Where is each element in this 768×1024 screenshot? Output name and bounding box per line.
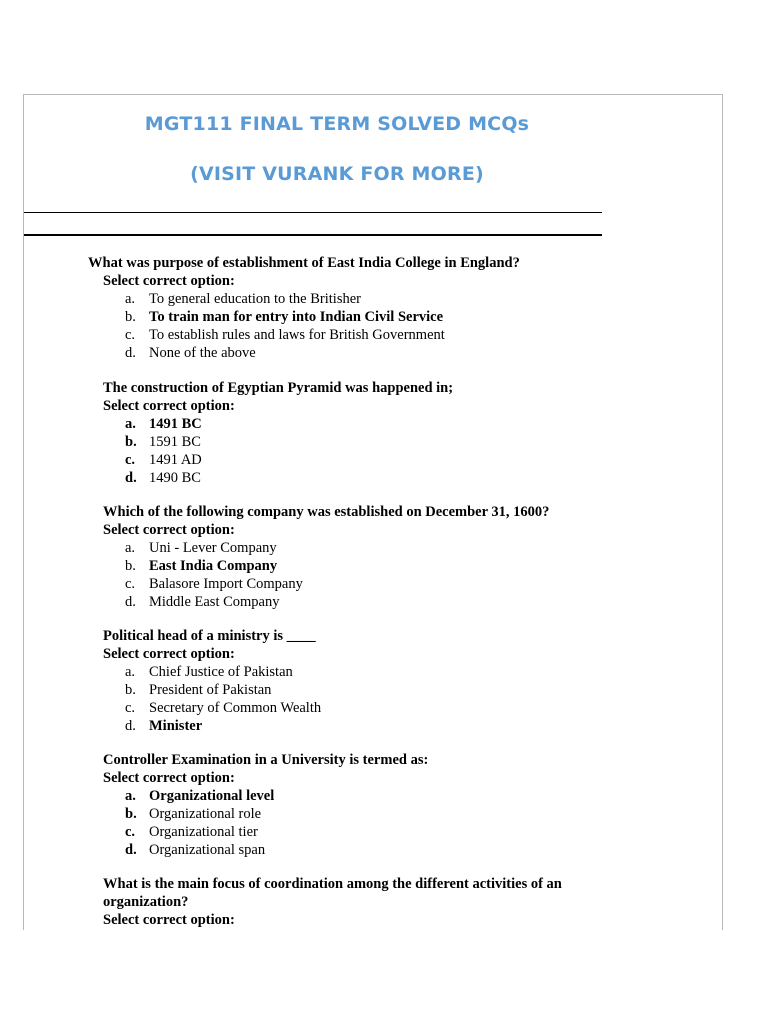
option-list bbox=[103, 663, 583, 735]
option-text: Minister bbox=[149, 718, 203, 734]
option-list bbox=[88, 290, 608, 362]
option-letter: a. bbox=[125, 291, 136, 307]
option-item bbox=[125, 469, 583, 487]
option-item bbox=[125, 451, 583, 469]
select-option-label: Select correct option: bbox=[103, 770, 235, 786]
option-text: Organizational span bbox=[149, 842, 266, 858]
option-text: 1491 BC bbox=[149, 416, 202, 432]
option-letter: a. bbox=[125, 664, 136, 680]
option-text: Middle East Company bbox=[149, 594, 280, 610]
option-letter: d. bbox=[125, 842, 137, 858]
option-letter: b. bbox=[125, 806, 137, 822]
option-text: 1591 BC bbox=[149, 434, 201, 450]
option-letter: a. bbox=[125, 416, 136, 432]
page-subtitle: (VISIT VURANK FOR MORE) bbox=[190, 163, 484, 185]
question-2 bbox=[103, 379, 583, 487]
option-text: Uni - Lever Company bbox=[149, 540, 277, 556]
option-item-correct bbox=[125, 308, 608, 326]
option-item bbox=[125, 681, 583, 699]
option-item bbox=[125, 575, 623, 593]
option-item bbox=[125, 539, 623, 557]
option-text: 1491 AD bbox=[149, 452, 202, 468]
option-text: To establish rules and laws for British Government bbox=[149, 327, 445, 343]
question-3 bbox=[103, 503, 623, 611]
question-5 bbox=[103, 751, 583, 859]
option-item-correct bbox=[125, 717, 583, 735]
option-text: Organizational level bbox=[149, 788, 275, 804]
option-list bbox=[103, 787, 583, 859]
option-item bbox=[125, 805, 583, 823]
question-stem: Controller Examination in a University is termed as: bbox=[103, 752, 429, 768]
divider-line bbox=[24, 212, 602, 213]
page-title: MGT111 FINAL TERM SOLVED MCQs bbox=[144, 113, 530, 135]
question-4 bbox=[103, 627, 583, 735]
option-text: Organizational tier bbox=[149, 824, 258, 840]
option-letter: d. bbox=[125, 718, 136, 734]
option-letter: b. bbox=[125, 558, 136, 574]
document-page bbox=[23, 94, 723, 930]
option-text: Chief Justice of Pakistan bbox=[149, 664, 293, 680]
select-option-label: Select correct option: bbox=[103, 522, 235, 538]
option-item bbox=[125, 433, 583, 451]
select-option-label: Select correct option: bbox=[103, 646, 235, 662]
option-item-correct bbox=[125, 415, 583, 433]
option-text: 1490 BC bbox=[149, 470, 201, 486]
option-list bbox=[103, 539, 623, 611]
option-item bbox=[125, 663, 583, 681]
option-item-correct bbox=[125, 787, 583, 805]
question-stem: What is the main focus of coordination among the different activities of an organization? bbox=[103, 876, 562, 910]
option-item bbox=[125, 699, 583, 717]
question-stem: Which of the following company was established on December 31, 1600? bbox=[103, 504, 550, 520]
option-letter: b. bbox=[125, 434, 137, 450]
option-text: To general education to the Britisher bbox=[149, 291, 361, 307]
option-text: To train man for entry into Indian Civil Service bbox=[149, 309, 444, 325]
option-letter: c. bbox=[125, 700, 136, 716]
option-letter: c. bbox=[125, 824, 136, 840]
question-stem: What was purpose of establishment of East India College in England? bbox=[88, 255, 520, 271]
divider-line bbox=[24, 234, 602, 236]
option-letter: c. bbox=[125, 327, 136, 343]
option-letter: b. bbox=[125, 309, 136, 325]
option-letter: c. bbox=[125, 452, 136, 468]
option-letter: b. bbox=[125, 682, 136, 698]
option-list bbox=[103, 415, 583, 487]
option-item bbox=[125, 326, 608, 344]
option-letter: a. bbox=[125, 788, 136, 804]
question-stem: The construction of Egyptian Pyramid was happened in; bbox=[103, 380, 454, 396]
question-stem: Political head of a ministry is ____ bbox=[103, 628, 316, 644]
option-text: Balasore Import Company bbox=[149, 576, 303, 592]
option-letter: d. bbox=[125, 594, 136, 610]
option-item-correct bbox=[125, 557, 623, 575]
option-letter: c. bbox=[125, 576, 136, 592]
option-item bbox=[125, 290, 608, 308]
option-text: None of the above bbox=[149, 345, 256, 361]
option-item bbox=[125, 841, 583, 859]
option-letter: d. bbox=[125, 470, 137, 486]
select-option-label: Select correct option: bbox=[103, 273, 235, 289]
option-text: East India Company bbox=[149, 558, 278, 574]
select-option-label: Select correct option: bbox=[103, 398, 235, 414]
option-text: President of Pakistan bbox=[149, 682, 272, 698]
option-item bbox=[125, 593, 623, 611]
option-letter: a. bbox=[125, 540, 136, 556]
option-text: Organizational role bbox=[149, 806, 262, 822]
select-option-label: Select correct option: bbox=[103, 912, 235, 928]
option-item bbox=[125, 344, 608, 362]
option-item bbox=[125, 823, 583, 841]
question-1 bbox=[88, 254, 608, 362]
question-6 bbox=[103, 875, 583, 929]
option-letter: d. bbox=[125, 345, 136, 361]
option-text: Secretary of Common Wealth bbox=[149, 700, 322, 716]
